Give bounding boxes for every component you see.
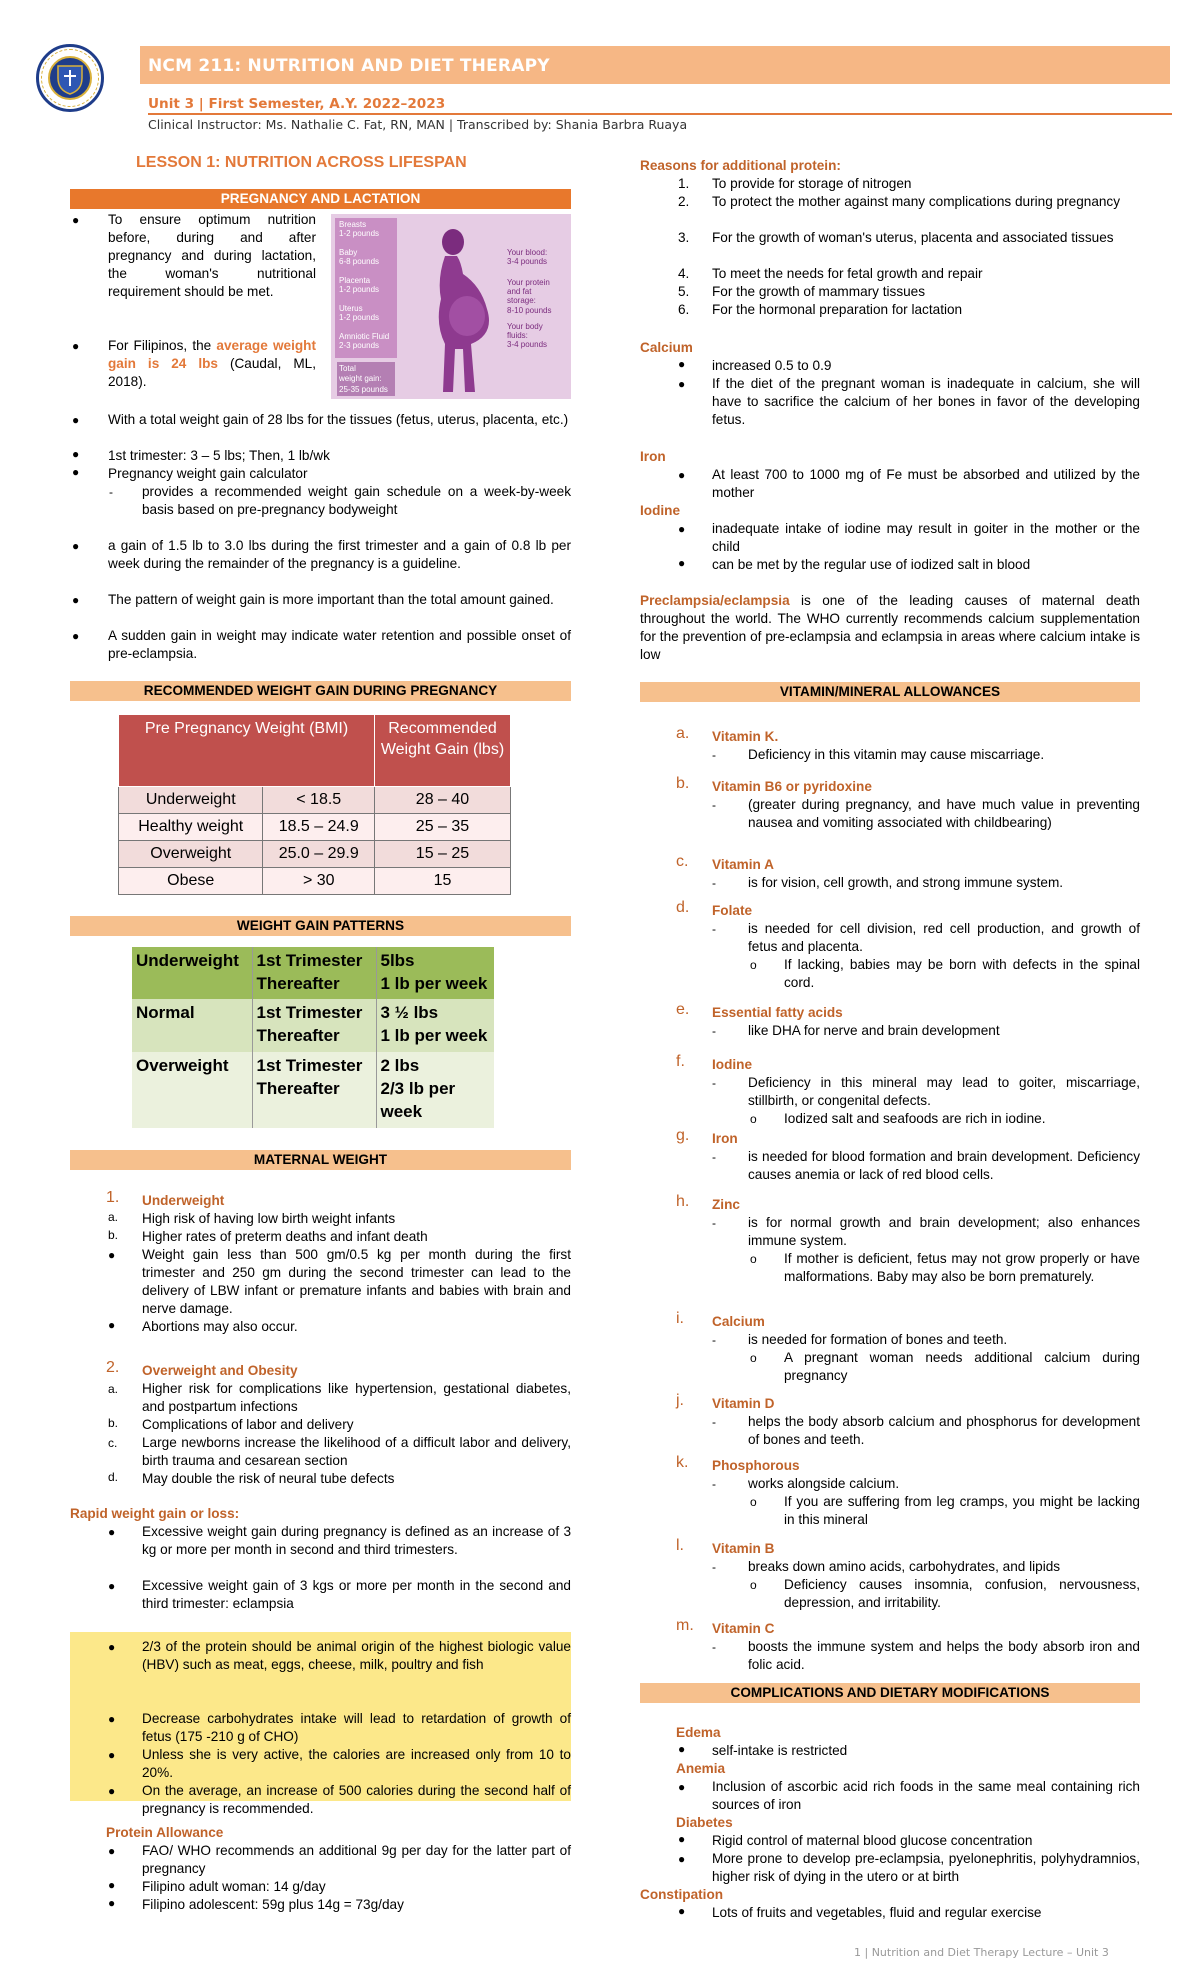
highlight-protein: ● 2/3 of the protein should be animal origin of the highest biologic value (HBV) such as meat, eggs, cheese, milk, poultry and fish — [108, 1639, 571, 1672]
fig-label-fluids: Your body fluids: 3-4 pounds — [507, 322, 548, 350]
reason-item: 6. For the hormonal preparation for lactation — [678, 302, 963, 317]
vitamin-title: Vitamin B6 or pyridoxine — [712, 779, 872, 794]
vitamin-description: - Deficiency in this mineral may lead to goiter, miscarriage, stillbirth, or congenital defects. — [712, 1075, 1140, 1108]
fig-label-blood: Your blood: 3-4 pounds — [507, 248, 548, 267]
vitamin-description: - helps the body absorb calcium and phosphorus for development of bones and teeth. — [712, 1414, 1140, 1447]
diabetes-2: ● More prone to develop pre-eclampsia, pyelonephritis, polyhydramnios, higher risk of dying in the utero or at birth — [678, 1851, 1140, 1884]
reasons-title: Reasons for additional protein: — [640, 158, 841, 173]
weight-gain-patterns-bar: WEIGHT GAIN PATTERNS — [70, 916, 571, 936]
underweight-d: ● Abortions may also occur. — [108, 1318, 298, 1334]
vitamin-letter: e. — [676, 1001, 690, 1018]
overweight-b: b. Complications of labor and delivery — [108, 1416, 354, 1432]
vitamin-letter: i. — [676, 1310, 684, 1327]
preeclampsia-paragraph: Preclampsia/eclampsia is one of the leading causes of maternal death throughout the world. The WHO currently recommends calcium supplementation for the prevention of pre-eclampsia and eclampsia in areas where calcium intake is low — [640, 593, 1140, 662]
overweight-title: Overweight and Obesity — [142, 1363, 298, 1378]
rapid-1: ● Excessive weight gain during pregnancy is defined as an increase of 3 kg or more per month in second and third trimesters. — [108, 1524, 571, 1557]
vitamin-title: Phosphorous — [712, 1458, 800, 1473]
complications-bar: COMPLICATIONS AND DIETARY MODIFICATIONS — [640, 1683, 1140, 1703]
bullet-total-28: ● With a total weight gain of 28 lbs for the tissues (fetus, uterus, placenta, etc.) — [72, 412, 569, 427]
recommended-gain-bar: RECOMMENDED WEIGHT GAIN DURING PREGNANCY — [70, 681, 571, 701]
bullet-guideline: ● a gain of 1.5 lb to 3.0 lbs during the first trimester and a gain of 0.8 lb per week during the remainder of the pregnancy is a guideline. — [72, 538, 571, 571]
weight-gain-patterns-table — [132, 947, 494, 1128]
table-row: Healthy weight 18.5 – 24.9 25 – 35 — [119, 814, 511, 841]
nursing-program-logo — [36, 44, 104, 112]
vitamin-description: - is needed for cell division, red cell production, and growth of fetus and placenta. — [712, 921, 1140, 954]
vitamin-mineral-bar: VITAMIN/MINERAL ALLOWANCES — [640, 682, 1140, 702]
underweight-title: Underweight — [142, 1193, 225, 1208]
vitamin-subnote: o If lacking, babies may be born with defects in the spinal cord. — [750, 957, 1140, 990]
table-row: Overweight 25.0 – 29.9 15 – 25 — [119, 841, 511, 868]
bullet-pattern: ● The pattern of weight gain is more important than the total amount gained. — [72, 592, 554, 607]
iron-1: ● At least 700 to 1000 mg of Fe must be absorbed and utilized by the mother — [678, 467, 1140, 500]
reason-item: 3. For the growth of woman's uterus, placenta and associated tissues — [678, 230, 1114, 245]
overweight-d: d. May double the risk of neural tube defects — [108, 1470, 395, 1486]
vitamin-description: - is for vision, cell growth, and strong immune system. — [712, 875, 1064, 890]
vitamin-letter: b. — [676, 775, 690, 792]
vitamin-description: - works alongside calcium. — [712, 1476, 900, 1491]
overweight-number: 2. — [106, 1359, 120, 1376]
rapid-2: ● Excessive weight gain of 3 kgs or more per month in the second and third trimester: eclampsia — [108, 1578, 571, 1611]
calcium-title: Calcium — [640, 340, 693, 355]
header-divider — [148, 113, 1172, 115]
vitamin-description: - like DHA for nerve and brain development — [712, 1023, 1000, 1038]
reason-item: 5. For the growth of mammary tissues — [678, 284, 926, 299]
vitamin-title: Zinc — [712, 1197, 740, 1212]
diabetes-title: Diabetes — [676, 1815, 733, 1830]
iodine-title: Iodine — [640, 503, 681, 518]
page-footer: 1 | Nutrition and Diet Therapy Lecture – Unit 3 — [854, 1946, 1109, 1959]
vitamin-title: Vitamin A — [712, 857, 774, 872]
vitamin-letter: m. — [676, 1617, 694, 1634]
vitamin-letter: c. — [676, 853, 689, 870]
overweight-c: c. Large newborns increase the likelihood of a difficult labor and delivery, birth trauma and cesarean section — [108, 1435, 571, 1468]
protein-1: ● FAO/ WHO recommends an additional 9g per day for the latter part of pregnancy — [108, 1843, 571, 1876]
fig-label-baby: Baby 6-8 pounds — [339, 248, 380, 267]
lesson-title: LESSON 1: NUTRITION ACROSS LIFESPAN — [136, 154, 467, 171]
anemia-1: ● Inclusion of ascorbic acid rich foods in the same meal containing rich sources of iron — [678, 1779, 1140, 1812]
protein-2: ● Filipino adult woman: 14 g/day — [108, 1878, 326, 1894]
protein-3: ● Filipino adolescent: 59g plus 14g = 73g/day — [108, 1896, 404, 1912]
underweight-number: 1. — [106, 1189, 120, 1206]
calcium-2: ● If the diet of the pregnant woman is inadequate in calcium, she will have to sacrifice the calcium of her bones in favor of the developing fetus. — [678, 376, 1140, 427]
vitamin-letter: g. — [676, 1127, 690, 1144]
title-bar — [140, 46, 1170, 84]
vitamin-subnote: o Deficiency causes insomnia, confusion, nervousness, depression, and irritability. — [750, 1577, 1140, 1610]
anemia-title: Anemia — [676, 1761, 726, 1776]
vitamin-title: Iron — [712, 1131, 738, 1146]
iron-title: Iron — [640, 449, 666, 464]
bullet-optimum-nutrition: ● To ensure optimum nutrition before, during and after pregnancy and during lactation, the woman's nutritional requirement should be met. — [72, 212, 316, 299]
pregnancy-weight-figure — [331, 214, 571, 399]
gain-header: Recommended Weight Gain (lbs) — [375, 715, 511, 787]
pregnant-woman-silhouette — [423, 224, 495, 394]
calcium-1: ● increased 0.5 to 0.9 — [678, 357, 832, 373]
reason-item: 4. To meet the needs for fetal growth and repair — [678, 266, 983, 281]
vitamin-description: - is needed for blood formation and brain development. Deficiency causes anemia or lack of red blood cells. — [712, 1149, 1140, 1182]
vitamin-subnote: o If you are suffering from leg cramps, you might be lacking in this mineral — [750, 1494, 1140, 1527]
edema-1: ● self-intake is restricted — [678, 1742, 848, 1758]
fig-label-uterus: Uterus 1-2 pounds — [339, 304, 380, 323]
highlight-500: ● On the average, an increase of 500 calories during the second half of pregnancy is recommended. — [108, 1783, 571, 1816]
fig-total: Total weight gain: 25-35 pounds — [337, 362, 395, 396]
vitamin-subnote: o If mother is deficient, fetus may not grow properly or have malformations. Baby may also be born prematurely. — [750, 1251, 1140, 1284]
highlight-carbs: ● Decrease carbohydrates intake will lead to retardation of growth of fetus (175 -210 g of CHO) — [108, 1711, 571, 1744]
rapid-title: Rapid weight gain or loss: — [70, 1506, 240, 1521]
bullet-trimester: ● 1st trimester: 3 – 5 lbs; Then, 1 lb/wk — [72, 447, 330, 463]
vitamin-description: - is needed for formation of bones and teeth. — [712, 1332, 1008, 1347]
vitamin-description: - Deficiency in this vitamin may cause miscarriage. — [712, 747, 1045, 762]
vitamin-title: Essential fatty acids — [712, 1005, 843, 1020]
vitamin-title: Iodine — [712, 1057, 753, 1072]
credits: Clinical Instructor: Ms. Nathalie C. Fat, RN, MAN | Transcribed by: Shania Barbra Ruaya — [148, 117, 688, 132]
vitamin-title: Calcium — [712, 1314, 765, 1329]
fig-label-storage: Your protein and fat storage: 8-10 pounds — [507, 278, 552, 315]
overweight-a: a. Higher risk for complications like hypertension, gestational diabetes, and postpartum infections — [108, 1381, 571, 1414]
bullet-average-gain: ● For Filipinos, the average weight gain is 24 lbs (Caudal, ML, 2018). — [72, 338, 317, 389]
vitamin-letter: f. — [676, 1053, 685, 1070]
constipation-1: ● Lots of fruits and vegetables, fluid and regular exercise — [678, 1904, 1042, 1920]
vitamin-letter: a. — [676, 725, 690, 742]
reason-item: 1. To provide for storage of nitrogen — [678, 176, 912, 191]
pregnancy-lactation-bar: PREGNANCY AND LACTATION — [70, 189, 571, 209]
vitamin-letter: l. — [676, 1537, 684, 1554]
calculator-description: - provides a recommended weight gain schedule on a week-by-week basis based on pre-pregnancy bodyweight — [109, 484, 571, 517]
maternal-weight-bar: MATERNAL WEIGHT — [70, 1150, 571, 1170]
reason-item: 2. To protect the mother against many complications during pregnancy — [678, 194, 1121, 209]
bullet-calculator: ● Pregnancy weight gain calculator — [72, 465, 308, 481]
diabetes-1: ● Rigid control of maternal blood glucose concentration — [678, 1832, 1033, 1848]
edema-title: Edema — [676, 1725, 721, 1740]
vitamin-description: - breaks down amino acids, carbohydrates, and lipids — [712, 1559, 1061, 1574]
vitamin-title: Vitamin C — [712, 1621, 775, 1636]
underweight-b: b. Higher rates of preterm deaths and infant death — [108, 1228, 428, 1244]
vitamin-description: - is for normal growth and brain development; also enhances immune system. — [712, 1215, 1140, 1248]
underweight-c: ● Weight gain less than 500 gm/0.5 kg per month during the first trimester and 250 gm during the second trimester can lead to the delivery of LBW infant or premature infants and babies with brain and nerve damage. — [108, 1247, 571, 1316]
vitamin-letter: j. — [676, 1392, 684, 1409]
vitamin-title: Vitamin B — [712, 1541, 775, 1556]
bullet-sudden-gain: ● A sudden gain in weight may indicate water retention and possible onset of pre-eclampsia. — [72, 628, 571, 661]
fig-label-breasts: Breasts 1-2 pounds — [339, 220, 380, 239]
table-row: Obese > 30 15 — [119, 868, 511, 895]
vitamin-title: Vitamin K. — [712, 729, 779, 744]
fig-label-amniotic: Amniotic Fluid 2-3 pounds — [339, 332, 390, 351]
vitamin-letter: d. — [676, 899, 690, 916]
vitamin-subnote: o A pregnant woman needs additional calcium during pregnancy — [750, 1350, 1140, 1383]
vitamin-title: Vitamin D — [712, 1396, 775, 1411]
vitamin-letter: k. — [676, 1454, 689, 1471]
vitamin-title: Folate — [712, 903, 753, 918]
vitamin-letter: h. — [676, 1193, 690, 1210]
underweight-a: a. High risk of having low birth weight infants — [108, 1210, 396, 1226]
document-title: NCM 211: NUTRITION AND DIET THERAPY — [148, 56, 550, 76]
iodine-2: ● can be met by the regular use of iodized salt in blood — [678, 556, 1031, 572]
constipation-title: Constipation — [640, 1887, 724, 1902]
table-row: Normal 1st Trimester Thereafter 3 ½ lbs 1 lb per week — [132, 999, 494, 1052]
highlight-calories: ● Unless she is very active, the calories are increased only from 10 to 20%. — [108, 1747, 571, 1780]
table-row: Underweight < 18.5 28 – 40 — [119, 787, 511, 814]
bmi-header: Pre Pregnancy Weight (BMI) — [119, 715, 375, 787]
bmi-weight-gain-table — [118, 714, 511, 895]
vitamin-description: - boosts the immune system and helps the body absorb iron and folic acid. — [712, 1639, 1140, 1672]
vitamin-description: - (greater during pregnancy, and have much value in preventing nausea and vomiting associated with childbearing) — [712, 797, 1140, 830]
fig-label-placenta: Placenta 1-2 pounds — [339, 276, 380, 295]
table-row: Underweight 1st Trimester Thereafter 5lbs 1 lb per week — [132, 947, 494, 999]
unit-label: Unit 3 | First Semester, A.Y. 2022–2023 — [148, 96, 446, 112]
vitamin-subnote: o Iodized salt and seafoods are rich in iodine. — [750, 1111, 1046, 1126]
table-row: Overweight 1st Trimester Thereafter 2 lbs 2/3 lb per week — [132, 1052, 494, 1128]
protein-allowance-title: Protein Allowance — [106, 1825, 224, 1840]
shield-icon — [50, 58, 90, 98]
iodine-1: ● inadequate intake of iodine may result in goiter in the mother or the child — [678, 521, 1140, 554]
page-header — [0, 0, 1200, 140]
